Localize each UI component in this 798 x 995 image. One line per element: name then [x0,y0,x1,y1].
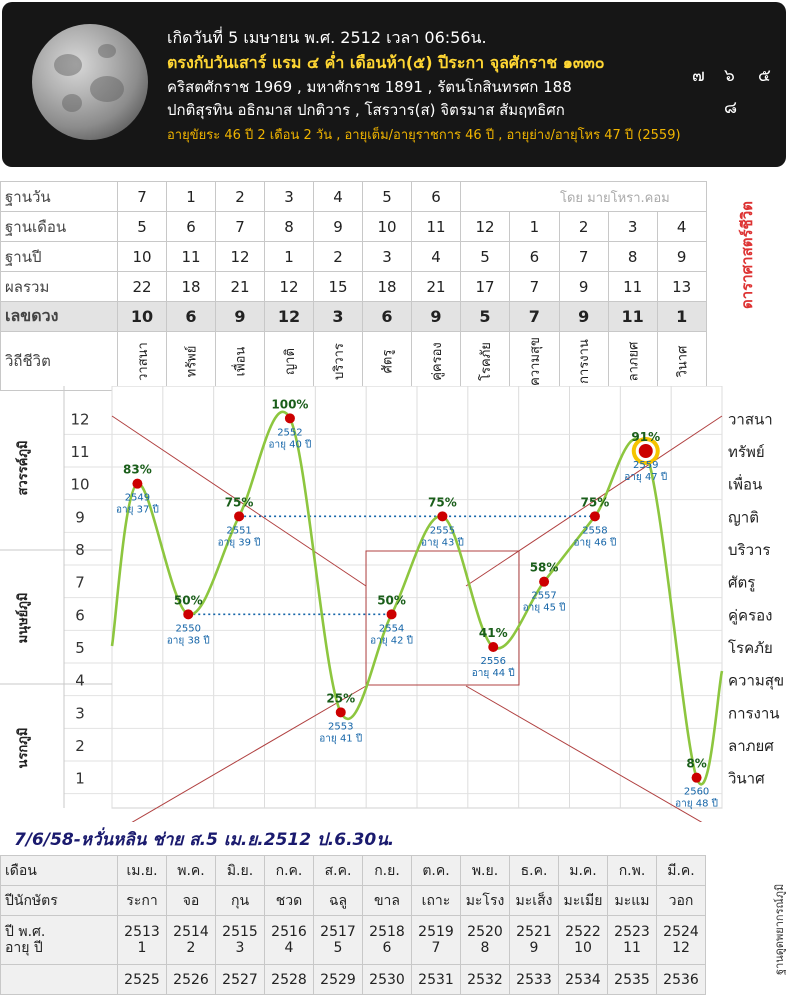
right-label: บริวาร [728,541,771,559]
row-label-year: ฐานปี [1,242,118,272]
age-cell: 8 [480,940,490,956]
grid-cell: 21 [412,272,461,302]
month-cell: ส.ค. [314,856,363,886]
grid-cell: 12 [265,302,314,332]
zodiac-cell: กุน [216,886,265,916]
life-item: ทรัพย์ [184,345,200,377]
percent-label: 83% [123,462,152,477]
percent-label: 41% [478,626,508,640]
year-cell: 2516 [271,924,307,940]
lunar-date-line: ตรงกับวันเสาร์ แรม ๔ ค่ำ เดือนห้า(๕) ปีระกา จุลศักราช ๑๓๓๐ [167,53,605,72]
period-table [0,855,706,995]
row-label-life: วิถีชีวิต [1,332,118,391]
chart-title-line: 7/6/58-หวั่นหลิน ช่าย ส.5 เม.ย.2512 ป.6.30น. [14,830,395,850]
year-cell: 2523 [614,924,650,940]
grid-cell: 7 [510,272,560,302]
zodiac-cell: ระกา [118,886,167,916]
age-cell: 2 [186,940,196,956]
percent-label: 50% [377,593,406,608]
row-label-sum: ผลรวม [1,272,118,302]
data-point [488,642,498,652]
grid-cell: 8 [265,212,314,242]
y-tick-label: 7 [75,573,85,592]
right-label: ลาภยศ [728,737,774,755]
grid-cell: 9 [657,242,706,272]
grid-cell: 2 [559,212,608,242]
grid-cell: 15 [314,272,363,302]
year-cell: 2513 [124,924,160,940]
year-label: 2555 [429,525,456,537]
age-label: อายุ 43 ปี [420,537,464,549]
age-label: อายุ 37 ปี [115,504,159,516]
age-label: อายุ 39 ปี [217,537,261,549]
year-label: 2558 [582,525,608,537]
year2-cell: 2533 [510,965,559,995]
chart-zones [15,440,31,768]
grid-cell: 6 [363,302,412,332]
percent-label: 75% [580,495,610,510]
right-label: ญาติ [728,508,759,527]
year2-cell: 2534 [559,965,608,995]
row-label-month: ฐานเดือน [1,212,118,242]
y-tick-label: 8 [75,541,85,559]
grid-cell: 4 [412,242,461,272]
year-label: 2554 [378,623,405,635]
year-cell: 2522 [565,924,601,940]
grid-cell: 5 [363,182,412,212]
month-cell: ก.ย. [363,856,412,886]
grid-cell: 1 [265,242,314,272]
year-cell: 2518 [369,924,405,940]
grid-cell: 3 [608,212,657,242]
zone-label: มนุษย์ภูมิ [16,592,31,644]
data-point [387,609,397,619]
percent-label: 91% [631,430,661,444]
grid-cell: 3 [363,242,412,272]
grid-cell: 2 [314,242,363,272]
data-point [539,577,549,587]
y-tick-label: 9 [75,508,85,527]
year-cell: 2519 [418,924,454,940]
age-cell: 10 [574,940,592,956]
birth-info-panel [2,2,786,167]
age-line: อายุขัยระ 46 ปี 2 เดือน 2 วัน , อายุเต็ม/อายุราชการ 46 ปี , อายุย่าง/อายุโหร 47 ปี (2559) [167,128,681,143]
percent-label: 58% [529,560,559,575]
month-cell: เม.ย. [118,856,167,886]
month-cell: ก.พ. [608,856,657,886]
grid-cell: 4 [657,212,706,242]
month-cell: มี.ค. [657,856,706,886]
year-cell: 2524 [663,924,699,940]
right-label: ความสุข [728,671,785,690]
life-item: วินาศ [675,345,691,377]
age-cell: 11 [623,940,641,956]
data-point [692,773,702,783]
grid-cell: 6 [510,242,560,272]
life-item: โรคภัย [478,341,494,381]
year-label: 2557 [531,590,557,602]
chart-right-labels [727,410,784,787]
base-grid-table [0,181,707,391]
percent-label: 50% [173,593,203,608]
y-tick-label: 5 [75,639,85,657]
zodiac-cell: ฉลู [314,886,363,916]
y-tick-label: 3 [75,704,85,723]
chart-grid [0,386,722,808]
data-point [590,511,600,521]
grid-cell: 12 [265,272,314,302]
zone-label: สวรรค์ภูมิ [16,440,31,496]
grid-cell: 12 [461,212,510,242]
grid-cell: 1 [510,212,560,242]
zodiac-cell: มะโรง [461,886,510,916]
right-label: ศัตรู [728,573,756,592]
age-cell: 9 [529,940,539,956]
grid-cell: 9 [559,272,608,302]
zodiac-cell: ชวด [265,886,314,916]
year-cell: 2521 [516,924,552,940]
grid-cell: 3 [314,302,363,332]
zone-label: นรกภูมิ [16,727,31,769]
grid-cell: 18 [167,272,216,302]
year-label: 2550 [175,623,201,635]
zodiac-cell: มะเมีย [559,886,608,916]
month-cell: ม.ค. [559,856,608,886]
grid-cell: 8 [608,242,657,272]
year2-cell: 2528 [265,965,314,995]
life-item: วาสนา [135,341,151,381]
age-label: อายุ 46 ปี [573,537,617,549]
grid-cell: 3 [265,182,314,212]
percent-label: 8% [686,756,707,771]
zodiac-cell: จอ [167,886,216,916]
grid-cell: 21 [216,272,265,302]
year-cell: 2517 [320,924,356,940]
month-cell: ต.ค. [412,856,461,886]
y-tick-label: 11 [70,443,90,461]
life-item: คู่ครอง [429,341,445,381]
digit-top-1: ๗ [692,66,705,86]
year-cell: 2515 [222,924,258,940]
grid-cell: 10 [363,212,412,242]
right-label: วินาศ [728,769,765,788]
age-cell: 1 [137,940,147,956]
era-line: คริสตศักราช 1969 , มหาศักราช 1891 , รัตนโกสินทรศก 188 [167,78,572,96]
right-label: เพื่อน [728,475,763,494]
data-point [234,511,244,521]
month-cell: ก.ค. [265,856,314,886]
year-cell: 2520 [467,924,503,940]
grid-cell: 22 [118,272,167,302]
right-label: คู่ครอง [728,606,773,625]
age-label: อายุ 47 ปี [624,472,668,483]
life-item: ลาภยศ [626,341,642,381]
bottom-side-label: ฐานดูดพยากรณ์ภูมิ [773,883,786,975]
data-point [132,479,142,489]
age-cell: 4 [284,940,294,956]
age-cell: 3 [235,940,245,956]
right-label: โรคภัย [728,639,773,657]
data-point [285,413,295,423]
year2-cell: 2527 [216,965,265,995]
year-label: 2549 [124,492,151,504]
year-cell: 2514 [173,924,209,940]
month-cell: พ.ค. [167,856,216,886]
month-cell: พ.ย. [461,856,510,886]
y-tick-label: 10 [70,475,90,494]
zodiac-cell: เถาะ [412,886,461,916]
age-cell: 7 [431,940,441,956]
grid-cell: 5 [118,212,167,242]
year-label: 2556 [480,656,506,667]
zodiac-cell: วอก [657,886,706,916]
grid-cell: 6 [167,302,216,332]
grid-cell: 10 [118,302,167,332]
year-label: 2553 [328,721,354,733]
age-label: อายุ 40 ปี [268,439,312,451]
age-cell: 12 [672,940,690,956]
grid-cell: 11 [412,212,461,242]
life-item: เพื่อน [233,346,249,376]
year2-cell: 2530 [363,965,412,995]
data-point [336,707,346,717]
life-item: การงาน [577,338,593,384]
life-item: ความสุข [527,336,543,386]
year2-cell: 2526 [167,965,216,995]
year2-cell: 2535 [608,965,657,995]
grid-cell: 7 [510,302,560,332]
year-label: ปี พ.ศ. [5,924,46,940]
grid-cell: 6 [412,182,461,212]
digit-bottom: ๘ [724,98,738,118]
percent-label: 75% [224,495,254,510]
grid-cell: 1 [657,302,706,332]
zodiac-cell: มะแม [608,886,657,916]
age-label: อายุ 48 ปี [675,798,719,810]
grid-cell: 13 [657,272,706,302]
y-tick-label: 2 [75,737,85,755]
year2-cell: 2531 [412,965,461,995]
percent-label: 100% [271,397,309,412]
data-point [639,444,653,458]
right-label: การงาน [728,704,780,723]
age-label: อายุ ปี [5,940,43,956]
digit-top-3: ๕ [758,66,771,86]
month-cell: มิ.ย. [216,856,265,886]
year-label: 2560 [683,786,710,798]
grid-cell: 2 [216,182,265,212]
side-tag-label: ดาราศาสตร์ชีวิต [738,201,756,309]
life-item: ศัตรู [380,349,396,373]
right-label: ทรัพย์ [728,443,765,461]
y-tick-label: 12 [70,410,90,429]
year-label: 2559 [633,460,659,471]
months-label: เดือน [1,856,118,886]
grid-cell: 1 [167,182,216,212]
grid-cell: 9 [314,212,363,242]
moon-image [32,24,148,140]
data-point [183,609,193,619]
age-label: อายุ 38 ปี [166,635,210,647]
grid-cell: 9 [412,302,461,332]
grid-cell: 5 [461,242,510,272]
age-label: อายุ 45 ปี [522,602,566,614]
site-credit: โดย มายโหรา.คอม [560,191,670,206]
zodiac-label: ปีนักษัตร [1,886,118,916]
year-label: 2551 [226,525,252,537]
year2-label [1,965,118,995]
year-label: 2552 [277,427,303,439]
year2-cell: 2536 [657,965,706,995]
data-point [437,511,447,521]
calendar-line: ปกติสุรทิน อธิกมาส ปกติวาร , โสรวาร(ส) จิตรมาส สัมฤทธิศก [167,101,565,119]
age-cell: 6 [382,940,392,956]
grid-cell: 6 [167,212,216,242]
grid-cell: 7 [118,182,167,212]
age-label: อายุ 41 ปี [319,733,363,745]
life-chart [0,386,798,822]
y-tick-label: 1 [75,769,85,788]
grid-cell: 9 [216,302,265,332]
digit-top-2: ๖ [724,66,735,86]
y-tick-label: 6 [75,606,85,625]
side-tag [722,181,784,327]
year2-cell: 2525 [118,965,167,995]
age-cell: 5 [333,940,343,956]
grid-cell: 10 [118,242,167,272]
zodiac-cell: ขาล [363,886,412,916]
grid-cell: 11 [608,272,657,302]
birth-date-line: เกิดวันที่ 5 เมษายน พ.ศ. 2512 เวลา 06:56น. [167,28,487,47]
age-label: อายุ 42 ปี [370,635,414,647]
zodiac-cell: มะเส็ง [510,886,559,916]
month-cell: ธ.ค. [510,856,559,886]
row-label-day: ฐานวัน [1,182,118,212]
grid-cell: 17 [461,272,510,302]
grid-cell: 4 [314,182,363,212]
grid-cell: 7 [559,242,608,272]
year2-cell: 2529 [314,965,363,995]
row-label-number: เลขดวง [1,302,118,332]
grid-cell: 18 [363,272,412,302]
bottom-side-tag [764,855,794,979]
year2-cell: 2532 [461,965,510,995]
life-item: บริวาร [331,342,347,380]
life-item: ญาติ [282,347,298,375]
right-label: วาสนา [728,410,773,429]
grid-cell: 12 [216,242,265,272]
grid-cell: 9 [559,302,608,332]
grid-cell: 7 [216,212,265,242]
grid-cell: 11 [608,302,657,332]
percent-label: 75% [428,495,457,510]
age-label: อายุ 44 ปี [471,668,515,679]
grid-cell: 5 [461,302,510,332]
percent-label: 25% [326,691,356,706]
grid-cell: 11 [167,242,216,272]
y-tick-label: 4 [75,671,85,690]
